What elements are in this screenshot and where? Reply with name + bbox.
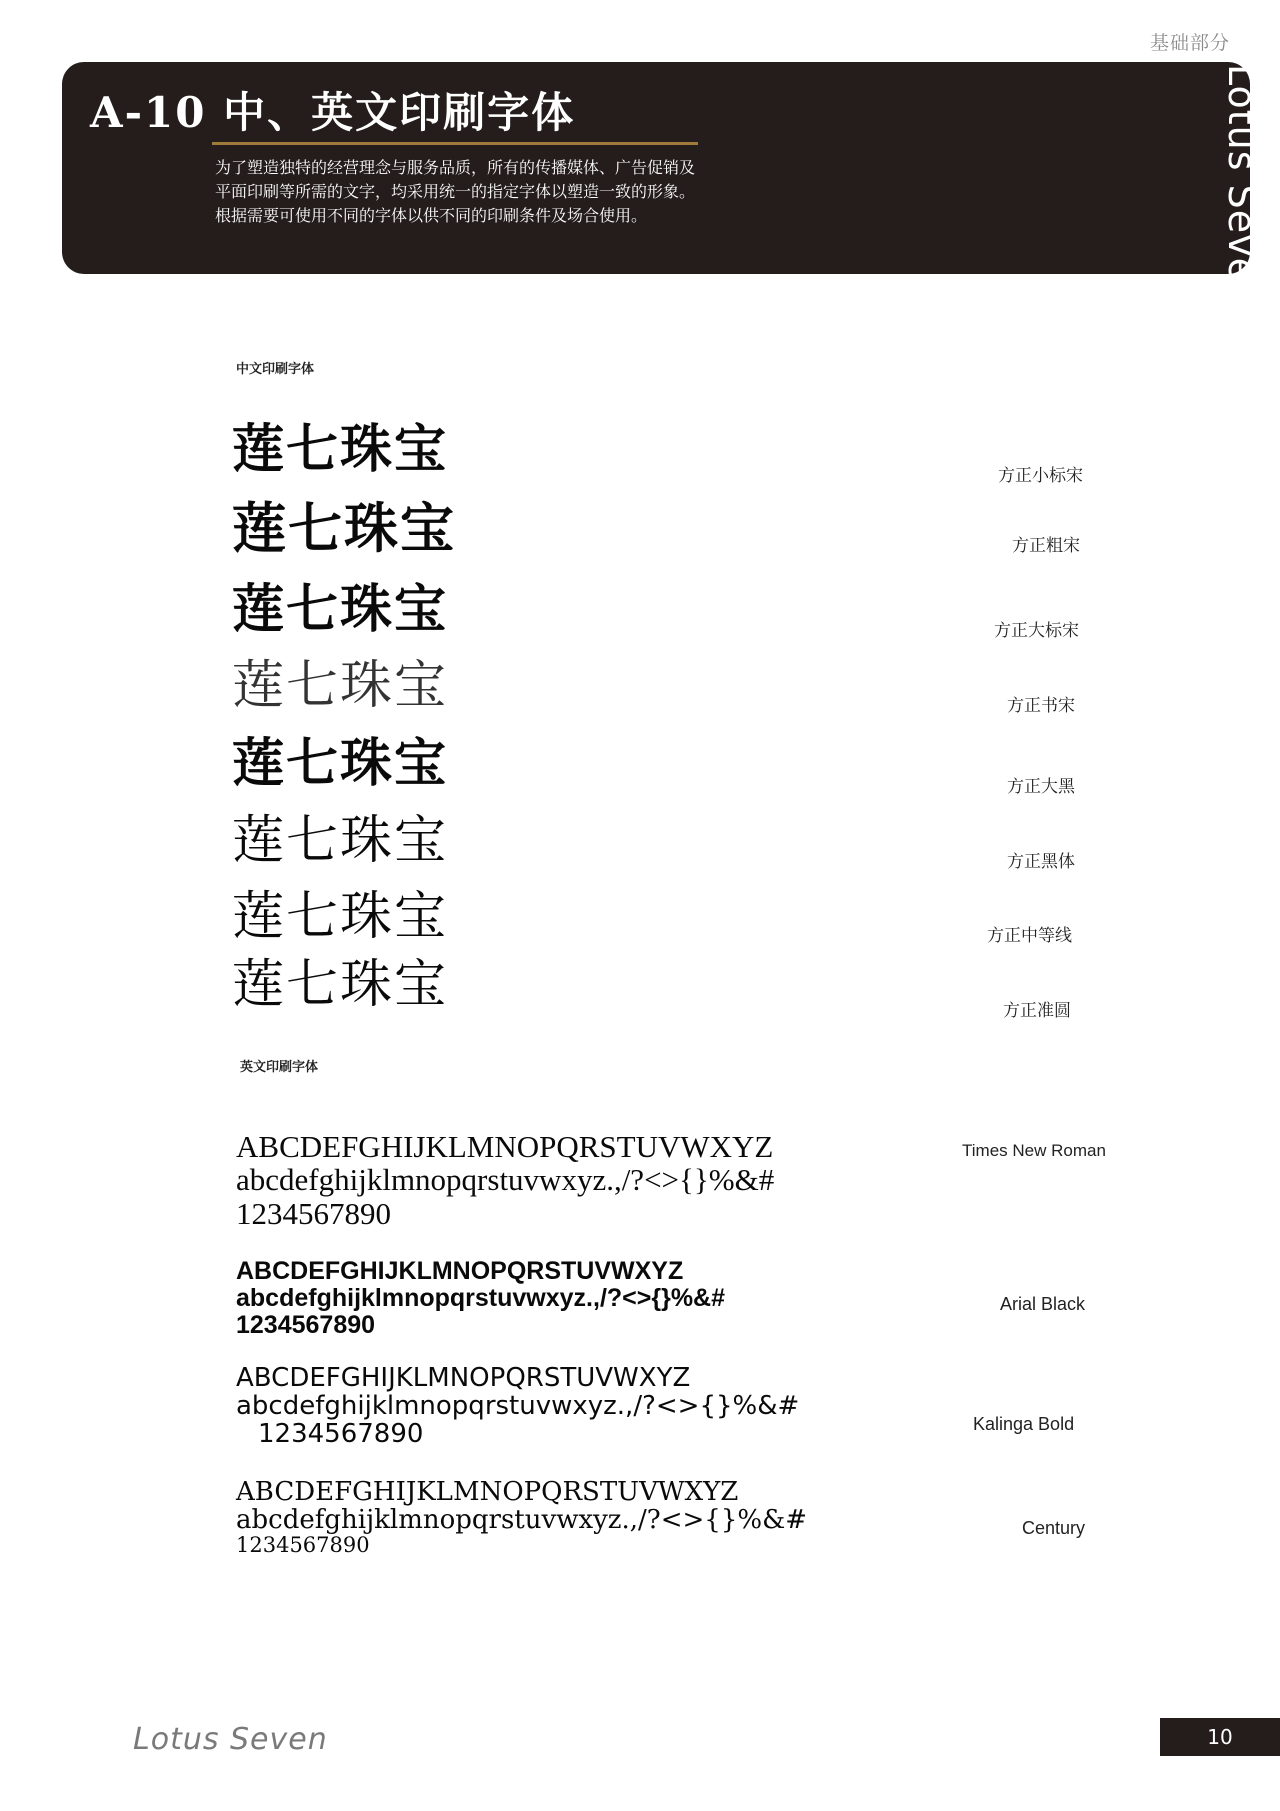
en-font-name: Kalinga Bold [973,1414,1075,1434]
cn-sample-dabiaosong: 莲七珠宝 [232,579,449,640]
en-upper: ABCDEFGHIJKLMNOPQRSTUVWXYZ [236,1363,691,1393]
cn-font-name: 方正黑体 [1007,852,1075,872]
en-lower: abcdefghijklmnopqrstuvwxyz.,/?<>{}%&# [236,1391,800,1422]
cn-font-name: 方正大标宋 [994,621,1079,641]
en-lower: abcdefghijklmnopqrstuvwxyz.,/?<>{}%&# [236,1505,808,1536]
side-brand [1218,64,1264,308]
cn-sample-xiaobiaosong: 莲七珠宝 [232,419,449,480]
header-banner [62,62,1250,274]
banner-description [215,156,815,228]
en-digits: 1234567890 [258,1419,424,1450]
cn-font-name: 方正大黑 [1007,777,1075,797]
en-upper: ABCDEFGHIJKLMNOPQRSTUVWXYZ [236,1257,684,1285]
footer-brand: Lotus Seven [133,1722,328,1757]
cn-sample-dahei: 莲七珠宝 [232,734,449,794]
en-upper: ABCDEFGHIJKLMNOPQRSTUVWXYZ [236,1129,774,1164]
en-digits: 1234567890 [236,1533,370,1558]
cn-font-name: 方正粗宋 [1012,536,1080,556]
en-font-name: Times New Roman [962,1141,1106,1160]
cn-font-name: 方正准圆 [1003,1001,1071,1021]
description-line: 为了塑造独特的经营理念与服务品质，所有的传播媒体、广告促销及 [215,158,696,177]
en-lower: abcdefghijklmnopqrstuvwxyz.,/?<>{}%&# [236,1162,775,1198]
en-sample-century [236,1478,807,1557]
cn-sample-zhunyuan: 莲七珠宝 [232,955,449,1015]
side-brand-text: Lotus Seven [1220,64,1264,308]
title-underline [212,142,698,145]
english-fonts-label: 英文印刷字体 [240,1060,319,1075]
section-tag: 基础部分 [1149,32,1230,54]
description-line: 平面印刷等所需的文字，均采用统一的指定字体以塑造一致的形象。 [215,182,696,201]
cn-sample-zhongdengxian: 莲七珠宝 [232,888,449,946]
cn-sample-shusong: 莲七珠宝 [232,656,449,716]
en-font-name: Century [1022,1518,1086,1538]
cn-font-name: 方正小标宋 [998,466,1083,486]
cn-sample-heiti: 莲七珠宝 [232,811,449,871]
en-sample-times [236,1130,774,1230]
en-sample-kalinga [236,1364,799,1448]
cn-sample-cusong: 莲七珠宝 [232,496,456,560]
en-upper: ABCDEFGHIJKLMNOPQRSTUVWXYZ [236,1477,739,1507]
page-title: A-10 中、英文印刷字体 [90,88,576,137]
description-line: 根据需要可使用不同的字体以供不同的印刷条件及场合使用。 [215,206,648,225]
en-digits: 1234567890 [236,1311,376,1339]
en-lower: abcdefghijklmnopqrstuvwxyz.,/?<>{}%&# [236,1284,726,1312]
en-digits: 1234567890 [236,1195,391,1231]
chinese-fonts-label: 中文印刷字体 [236,362,315,377]
cn-font-name: 方正书宋 [1007,696,1075,716]
en-font-name: Arial Black [1000,1294,1086,1314]
cn-font-name: 方正中等线 [987,926,1072,946]
page-number: 10 [1160,1718,1280,1756]
en-sample-arial-black [236,1258,725,1339]
